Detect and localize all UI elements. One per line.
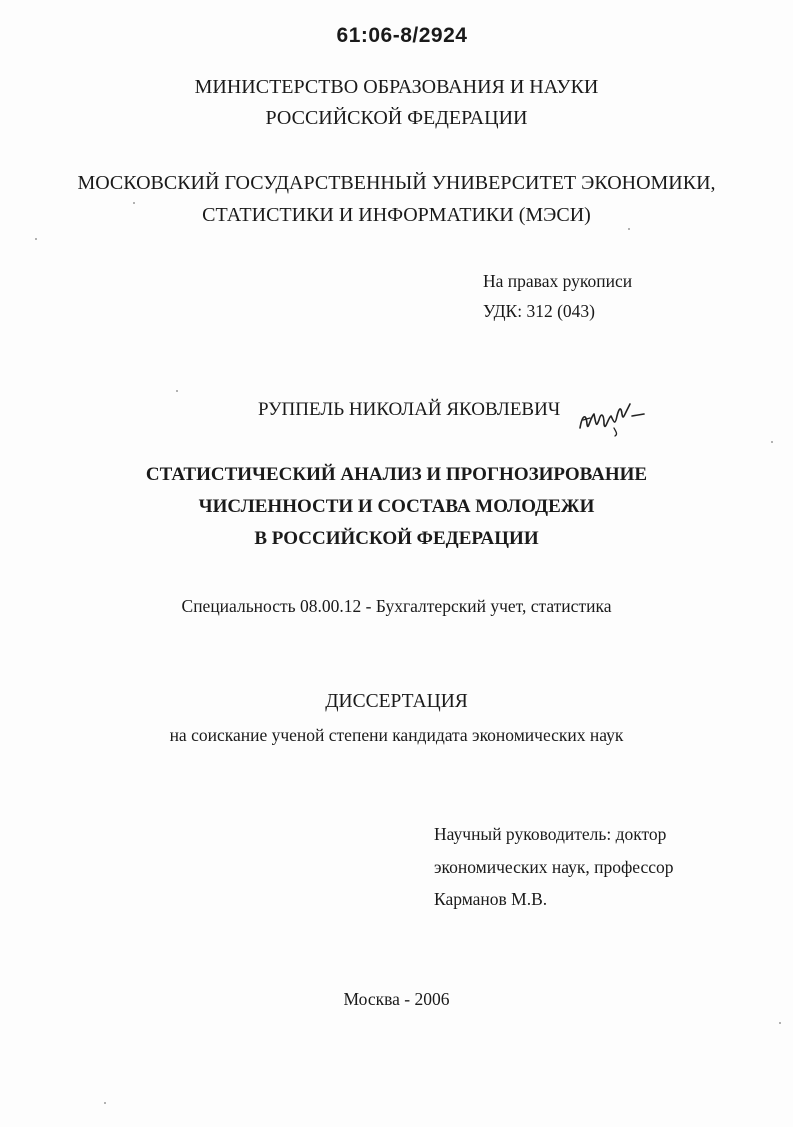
dissertation-heading: ДИССЕРТАЦИЯ — [325, 691, 468, 712]
advisor-line-1: Научный руководитель: доктор — [434, 824, 667, 844]
udk-code: УДК: 312 (043) — [483, 301, 595, 321]
dissertation-title-line-3: В РОССИЙСКОЙ ФЕДЕРАЦИИ — [254, 528, 539, 549]
city-year: Москва - 2006 — [343, 989, 450, 1009]
advisor-line-2: экономических наук, профессор — [434, 857, 674, 877]
ministry-line-1: МИНИСТЕРСТВО ОБРАЗОВАНИЯ И НАУКИ — [194, 76, 599, 98]
author-signature-icon — [574, 398, 646, 440]
dissertation-title-line-1: СТАТИСТИЧЕСКИЙ АНАЛИЗ И ПРОГНОЗИРОВАНИЕ — [145, 464, 648, 485]
scan-speck — [133, 202, 135, 204]
university-line-1: МОСКОВСКИЙ ГОСУДАРСТВЕННЫЙ УНИВЕРСИТЕТ ЭКОНОМИКИ, — [77, 172, 716, 194]
scan-speck — [628, 228, 630, 230]
university-line-2: СТАТИСТИКИ И ИНФОРМАТИКИ (МЭСИ) — [202, 204, 591, 226]
ministry-line-2: РОССИЙСКОЙ ФЕДЕРАЦИИ — [265, 107, 528, 129]
scan-speck — [779, 1022, 781, 1024]
archive-stamp-number: 61:06-8/2924 — [336, 24, 468, 47]
scan-speck — [771, 441, 773, 443]
manuscript-rights: На правах рукописи — [483, 271, 633, 291]
scan-speck — [35, 238, 37, 240]
scan-speck — [104, 1102, 106, 1104]
advisor-name: Карманов М.В. — [434, 889, 548, 909]
scan-speck — [176, 390, 178, 392]
dissertation-title-line-2: ЧИСЛЕННОСТИ И СОСТАВА МОЛОДЕЖИ — [198, 496, 595, 517]
degree-subtitle: на соискание ученой степени кандидата экономических наук — [169, 725, 624, 745]
specialty-line: Специальность 08.00.12 - Бухгалтерский учет, статистика — [181, 596, 612, 616]
author-name: РУППЕЛЬ НИКОЛАЙ ЯКОВЛЕВИЧ — [258, 399, 561, 420]
